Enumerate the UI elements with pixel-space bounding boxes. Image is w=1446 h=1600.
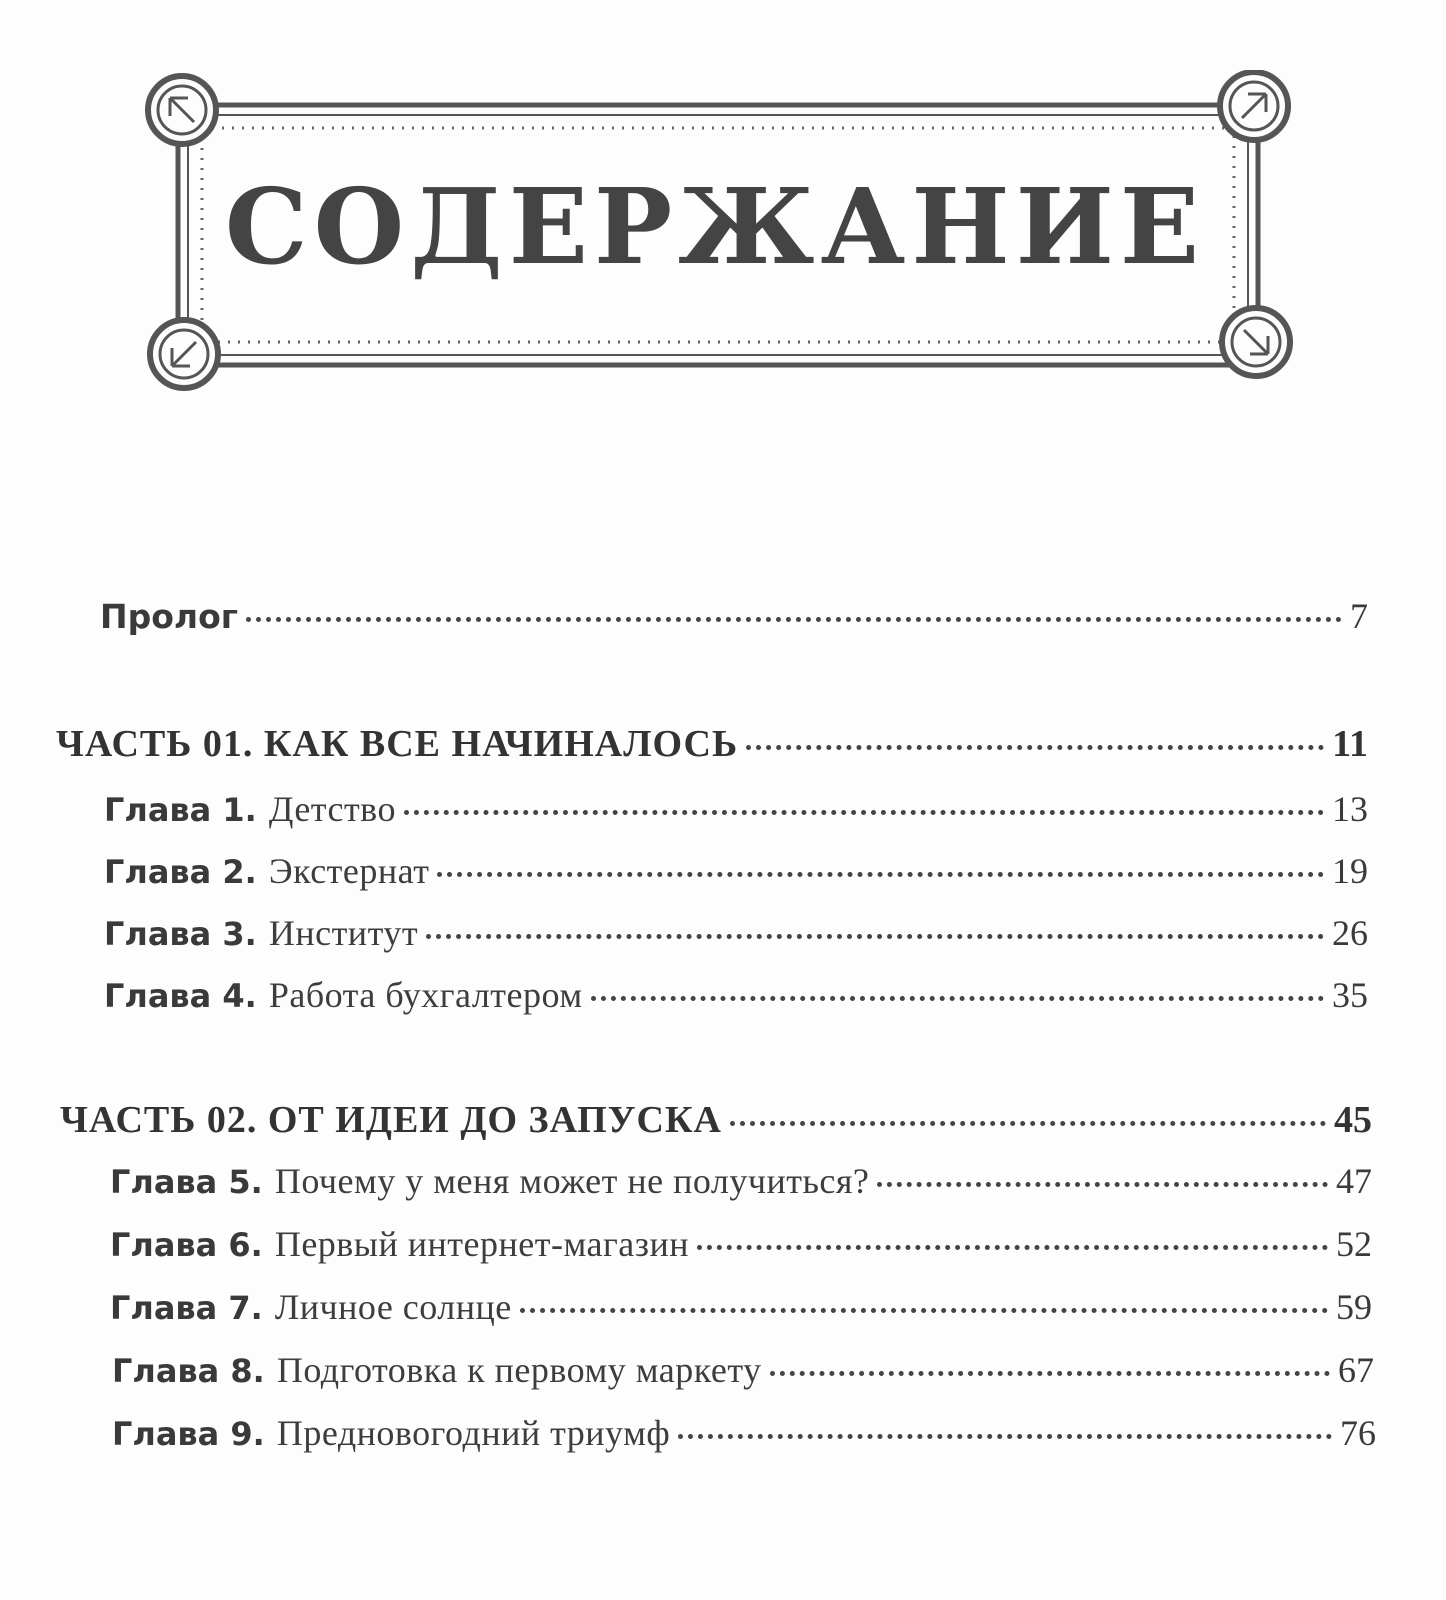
chapter-number: Глава 3. xyxy=(104,915,257,953)
toc-chapter-8[interactable] xyxy=(112,1349,1374,1391)
part-title: ЧАСТЬ 01. КАК ВСЕ НАЧИНАЛОСЬ xyxy=(56,723,739,765)
chapter-number: Глава 1. xyxy=(104,791,257,829)
chapter-title: Работа бухгалтером xyxy=(268,975,583,1015)
dot-leader xyxy=(520,1308,1328,1313)
chapter-title: Детство xyxy=(268,789,396,829)
chapter-title: Первый интернет-магазин xyxy=(274,1224,689,1264)
chapter-title: Институт xyxy=(268,913,419,953)
chapter-number: Глава 9. xyxy=(112,1415,265,1453)
toc-page-number: 19 xyxy=(1332,851,1368,891)
dot-leader xyxy=(877,1182,1328,1187)
dot-leader xyxy=(746,745,1324,750)
toc-page-number: 11 xyxy=(1332,723,1368,765)
dot-leader xyxy=(770,1371,1330,1376)
dot-leader xyxy=(404,810,1324,815)
toc-page-number: 52 xyxy=(1336,1224,1372,1264)
toc-chapter-3[interactable] xyxy=(104,912,1368,954)
part-title: ЧАСТЬ 02. ОТ ИДЕИ ДО ЗАПУСКА xyxy=(60,1099,722,1141)
toc-chapter-4[interactable] xyxy=(104,974,1368,1016)
toc-chapter-6[interactable] xyxy=(110,1223,1372,1265)
dot-leader xyxy=(426,934,1324,939)
chapter-title: Личное солнце xyxy=(274,1287,512,1327)
dot-leader xyxy=(437,872,1324,877)
chapter-number: Глава 4. xyxy=(104,977,257,1015)
toc-part-1[interactable] xyxy=(56,722,1368,766)
toc-page-number: 35 xyxy=(1332,975,1368,1015)
corner-ornament-icon xyxy=(148,76,216,144)
toc-page-number: 7 xyxy=(1350,596,1368,636)
page-title: СОДЕРЖАНИЕ xyxy=(224,165,1206,288)
chapter-title: Почему у меня может не получиться? xyxy=(274,1161,870,1201)
toc-page-number: 13 xyxy=(1332,789,1368,829)
toc-chapter-7[interactable] xyxy=(110,1286,1372,1328)
toc-entry-prolog[interactable] xyxy=(100,595,1368,637)
chapter-title: Предновогодний триумф xyxy=(276,1413,671,1453)
toc-chapter-1[interactable] xyxy=(104,788,1368,830)
corner-ornament-icon xyxy=(1222,308,1290,376)
dot-leader xyxy=(591,996,1324,1001)
toc-page-number: 59 xyxy=(1336,1287,1372,1327)
toc-page-number: 47 xyxy=(1336,1161,1372,1201)
toc-page-number: 26 xyxy=(1332,913,1368,953)
dot-leader xyxy=(697,1245,1328,1250)
chapter-number: Глава 2. xyxy=(104,853,257,891)
toc-page-number: 45 xyxy=(1334,1099,1372,1141)
dot-leader xyxy=(246,617,1342,622)
chapter-number: Глава 5. xyxy=(110,1163,263,1201)
dot-leader xyxy=(678,1434,1332,1439)
toc-chapter-5[interactable] xyxy=(110,1160,1372,1202)
chapter-title: Подготовка к первому маркету xyxy=(276,1350,762,1390)
toc-part-2[interactable] xyxy=(60,1098,1372,1142)
dot-leader xyxy=(730,1121,1326,1126)
toc-chapter-9[interactable] xyxy=(112,1412,1376,1454)
chapter-number: Глава 6. xyxy=(110,1226,263,1264)
toc-entry-label: Пролог xyxy=(100,597,238,636)
corner-ornament-icon xyxy=(150,320,218,388)
chapter-number: Глава 7. xyxy=(110,1289,263,1327)
toc-page-number: 67 xyxy=(1338,1350,1374,1390)
chapter-number: Глава 8. xyxy=(112,1352,265,1390)
toc-page-number: 76 xyxy=(1340,1413,1376,1453)
corner-ornament-icon xyxy=(1220,72,1288,140)
toc-chapter-2[interactable] xyxy=(104,850,1368,892)
chapter-title: Экстернат xyxy=(268,851,430,891)
